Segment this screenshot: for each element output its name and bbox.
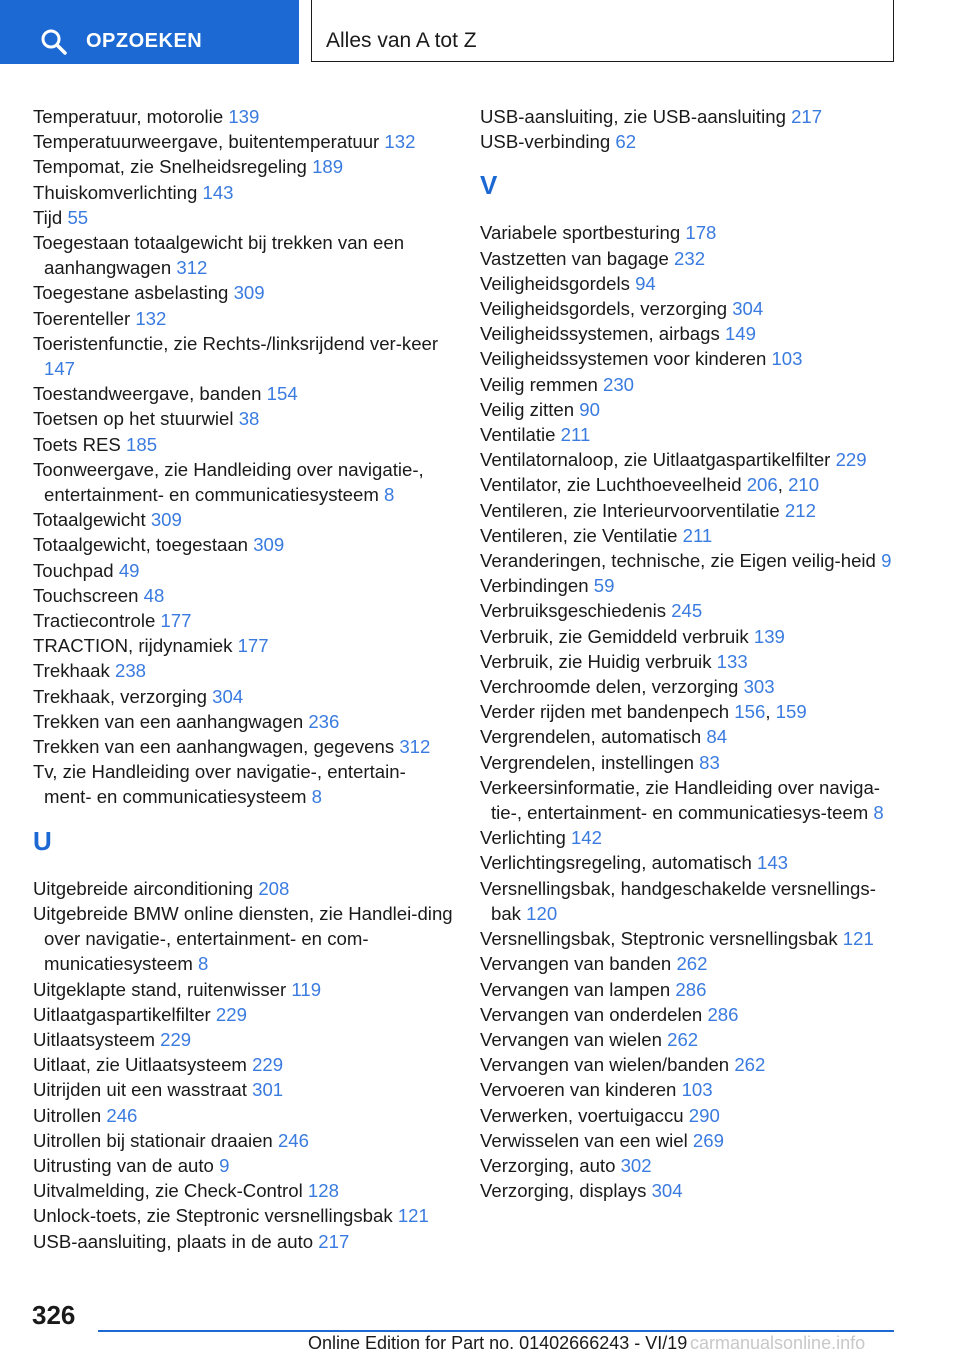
index-entry bbox=[33, 280, 453, 305]
index-entry bbox=[33, 532, 453, 557]
page-reference-link[interactable]: 9 bbox=[881, 550, 892, 572]
index-entry bbox=[480, 750, 900, 775]
index-entry-text: Vervangen van wielen/banden bbox=[480, 1054, 730, 1076]
index-entry-text: Toetsen op het stuurwiel bbox=[33, 408, 234, 430]
page-reference-link[interactable]: 9 bbox=[219, 1154, 230, 1176]
index-entry-text: Verbruiksgeschiedenis bbox=[480, 600, 667, 622]
page-reference-link[interactable]: 8 bbox=[311, 786, 322, 808]
index-entry bbox=[33, 1027, 453, 1052]
index-entry-text: Ventileren, zie Ventilatie bbox=[480, 524, 678, 546]
index-entry-text: Uitlaatgaspartikelfilter bbox=[33, 1003, 211, 1025]
index-entry-text: Uitrollen bij stationair draaien bbox=[33, 1129, 273, 1151]
page-reference-link[interactable]: 185 bbox=[126, 433, 158, 455]
index-entry-text: Verder rijden met bandenpech bbox=[480, 701, 730, 723]
index-entry-text: Verbindingen bbox=[480, 575, 589, 597]
index-entry bbox=[480, 775, 900, 825]
page-reference-link[interactable]: 62 bbox=[615, 131, 637, 153]
search-button-label: OPZOEKEN bbox=[86, 30, 203, 52]
index-entry bbox=[33, 759, 453, 809]
index-entry-text: Temperatuurweergave, buitentemperatuur bbox=[33, 131, 380, 153]
page-reference-link[interactable]: 121 bbox=[842, 928, 874, 950]
index-entry-text: Tv, zie Handleiding over navigatie-, entertain-ment- en communicatiesysteem bbox=[33, 761, 406, 808]
page-reference-link[interactable]: 120 bbox=[526, 902, 558, 924]
page-reference-link[interactable]: 8 bbox=[384, 484, 395, 506]
index-entry bbox=[480, 951, 900, 976]
index-entry-text: Toegestaan totaalgewicht bij trekken van een aanhangwagen bbox=[33, 232, 405, 279]
index-entry bbox=[33, 1229, 453, 1254]
index-entry-text: Verkeersinformatie, zie Handleiding over naviga-tie-, entertainment- en communicatiesys-teem bbox=[480, 776, 880, 824]
page-reference-link[interactable]: 94 bbox=[635, 272, 656, 294]
index-entry-text: Verchroomde delen, verzorging bbox=[480, 676, 739, 698]
index-entry bbox=[33, 230, 453, 280]
index-entry-text: Verwerken, voertuigaccu bbox=[480, 1104, 684, 1126]
index-entry-text: Verwisselen van een wiel bbox=[480, 1129, 688, 1151]
index-entry bbox=[33, 154, 453, 179]
index-entry-text: Verlichtingsregeling, automatisch bbox=[480, 852, 752, 874]
page-reference-link[interactable]: 103 bbox=[771, 348, 803, 370]
page-reference-link[interactable]: 139 bbox=[228, 106, 260, 127]
index-entry-text: Verlichting bbox=[480, 827, 566, 849]
page-reference-link[interactable]: 84 bbox=[706, 726, 728, 748]
page-reference-link[interactable]: 149 bbox=[724, 323, 756, 345]
index-entry-text: USB-aansluiting, zie USB-aansluiting bbox=[480, 106, 786, 127]
index-entry-text: Touchpad bbox=[33, 559, 114, 581]
page-reference-link[interactable]: 232 bbox=[674, 247, 706, 269]
index-entry bbox=[33, 331, 453, 381]
page-reference-link[interactable]: 246 bbox=[277, 1129, 309, 1151]
index-entry bbox=[33, 180, 453, 205]
index-entry-text: Verbruik, zie Gemiddeld verbruik bbox=[480, 625, 749, 647]
index-entry-text: Temperatuur, motorolie bbox=[33, 106, 224, 127]
index-entry-text: Toerenteller bbox=[33, 307, 131, 329]
index-entry bbox=[33, 1103, 453, 1128]
page-reference-link[interactable]: 238 bbox=[115, 660, 147, 682]
index-entry: Verder rijden met bandenpech 156, 159 bbox=[480, 701, 807, 723]
index-entry bbox=[33, 1077, 453, 1102]
page-reference-link[interactable]: 312 bbox=[176, 257, 208, 279]
page-reference-link[interactable]: 103 bbox=[681, 1079, 713, 1101]
page-reference-link[interactable]: 48 bbox=[143, 584, 165, 606]
index-entry bbox=[33, 1153, 453, 1178]
index-entry bbox=[33, 306, 453, 331]
search-icon bbox=[40, 28, 68, 56]
page-reference-link[interactable]: 49 bbox=[118, 559, 140, 581]
page-reference-link[interactable]: 154 bbox=[266, 383, 298, 405]
index-entry-text: Veiligheidsgordels bbox=[480, 272, 630, 294]
index-entry bbox=[480, 271, 900, 296]
index-entry bbox=[480, 1027, 900, 1052]
page-reference-link[interactable]: 139 bbox=[753, 625, 785, 647]
page-reference-link[interactable]: 132 bbox=[135, 307, 167, 329]
page-reference-link[interactable]: 133 bbox=[716, 650, 748, 672]
index-entry bbox=[480, 876, 900, 926]
index-entry bbox=[33, 709, 453, 734]
index-entry bbox=[33, 1002, 453, 1027]
page-reference-link[interactable]: 143 bbox=[202, 181, 234, 203]
page-reference-link[interactable]: 59 bbox=[593, 575, 615, 597]
page-reference-link[interactable]: 147 bbox=[44, 358, 76, 380]
index-entry bbox=[33, 876, 453, 901]
index-entry bbox=[480, 220, 900, 245]
index-entry bbox=[480, 1002, 900, 1027]
index-entry bbox=[33, 558, 453, 583]
index-entry-text: Uitrusting van de auto bbox=[33, 1154, 214, 1176]
index-column-left bbox=[33, 104, 453, 1254]
index-entry-text: Veilig zitten bbox=[480, 398, 575, 420]
index-letter-heading: V bbox=[480, 170, 498, 201]
top-bar bbox=[0, 0, 960, 66]
index-entry-text: Toeristenfunctie, zie Rechts-/linksrijdend ver-keer bbox=[33, 332, 439, 354]
index-entry bbox=[33, 977, 453, 1002]
index-entry bbox=[480, 624, 900, 649]
index-entry-text: Uitrollen bbox=[33, 1104, 102, 1126]
index-entry-text: Vergrendelen, automatisch bbox=[480, 726, 702, 748]
index-entry-text: Totaalgewicht, toegestaan bbox=[33, 534, 249, 556]
index-entry bbox=[480, 598, 900, 623]
index-entry bbox=[480, 674, 900, 699]
page-reference-link[interactable]: 286 bbox=[675, 978, 707, 1000]
index-column-right bbox=[480, 104, 900, 1203]
page-reference-link[interactable]: 246 bbox=[106, 1104, 138, 1126]
page-reference-link[interactable]: 211 bbox=[682, 524, 713, 546]
index-entry bbox=[33, 507, 453, 532]
index-entry bbox=[480, 977, 900, 1002]
index-entry bbox=[480, 1077, 900, 1102]
index-entry-text: Toestandweergave, banden bbox=[33, 383, 262, 405]
index-entry-text: Variabele sportbesturing bbox=[480, 222, 681, 244]
index-entry bbox=[480, 1153, 900, 1178]
page-reference-link[interactable]: 245 bbox=[671, 600, 703, 622]
page-reference-link[interactable]: 121 bbox=[397, 1205, 429, 1227]
index-entry-text: Touchscreen bbox=[33, 584, 139, 606]
page-reference-link[interactable]: 290 bbox=[688, 1104, 720, 1126]
index-entry bbox=[480, 397, 900, 422]
index-entry bbox=[480, 1052, 900, 1077]
page-reference-link[interactable]: 211 bbox=[560, 424, 591, 446]
page-reference-link[interactable]: 229 bbox=[835, 449, 867, 471]
page-reference-link[interactable]: 217 bbox=[318, 1230, 350, 1252]
page-reference-link[interactable]: 132 bbox=[384, 131, 416, 153]
page-reference-link[interactable]: 83 bbox=[699, 751, 720, 773]
index-entry-text: Versnellingsbak, handgeschakelde versnellings-bak bbox=[480, 877, 876, 924]
index-entry-text: Tijd bbox=[33, 206, 63, 228]
index-entry-text: Toets RES bbox=[33, 433, 121, 455]
index-entry-text: Trekhaak bbox=[33, 660, 110, 682]
index-entry bbox=[33, 457, 453, 507]
page-reference-link[interactable]: 189 bbox=[312, 156, 344, 178]
index-entry bbox=[33, 381, 453, 406]
index-entry bbox=[480, 850, 900, 875]
index-entry bbox=[33, 432, 453, 457]
page-reference-link[interactable]: 159 bbox=[775, 701, 807, 723]
index-entry bbox=[33, 901, 453, 977]
index-entry bbox=[480, 1178, 900, 1203]
index-entry bbox=[33, 129, 453, 154]
index-entry-text: Versnellingsbak, Steptronic versnellingsbak bbox=[480, 928, 838, 950]
index-entry bbox=[33, 633, 453, 658]
page-reference-link[interactable]: 210 bbox=[788, 474, 820, 496]
page-reference-link[interactable]: 262 bbox=[667, 1028, 699, 1050]
index-entry-text: Vervangen van banden bbox=[480, 953, 672, 975]
index-entry bbox=[480, 724, 900, 749]
page-reference-link[interactable]: 38 bbox=[238, 408, 260, 430]
index-entry-text: Vastzetten van bagage bbox=[480, 247, 669, 269]
index-entry-text: Vervangen van wielen bbox=[480, 1028, 662, 1050]
index-entry bbox=[480, 104, 900, 129]
page-reference-link[interactable]: 90 bbox=[579, 398, 600, 420]
index-entry-text: Verbruik, zie Huidig verbruik bbox=[480, 650, 712, 672]
index-entry-text: Uitrijden uit een wasstraat bbox=[33, 1079, 247, 1101]
index-entry bbox=[480, 548, 900, 573]
page-reference-link[interactable]: 208 bbox=[258, 877, 290, 899]
index-entry-text: Verzorging, auto bbox=[480, 1154, 616, 1176]
index-entry-text: Unlock-toets, zie Steptronic versnellingsbak bbox=[33, 1205, 393, 1227]
page-reference-link[interactable]: 309 bbox=[253, 534, 285, 556]
index-entry-text: Trekken van een aanhangwagen, gegevens bbox=[33, 736, 395, 758]
index-entry-text: Vervangen van onderdelen bbox=[480, 1003, 703, 1025]
index-entry bbox=[480, 129, 900, 154]
page-reference-link[interactable]: 262 bbox=[676, 953, 708, 975]
index-entry-text: Ventileren, zie Interieurvoorventilatie bbox=[480, 499, 780, 521]
index-entry-text: Tractiecontrole bbox=[33, 610, 156, 632]
index-entry bbox=[33, 684, 453, 709]
page-reference-link[interactable]: 262 bbox=[734, 1054, 766, 1076]
page-reference-link[interactable]: 269 bbox=[692, 1129, 724, 1151]
index-entry-text: Uitgebreide BMW online diensten, zie Handlei-ding over navigatie-, entertainment- en com-municatiesysteem bbox=[33, 902, 453, 975]
page-reference-link[interactable]: 128 bbox=[307, 1180, 339, 1202]
index-entry bbox=[480, 926, 900, 951]
index-entry bbox=[33, 1178, 453, 1203]
page-reference-link[interactable]: 177 bbox=[237, 635, 269, 657]
index-entry-text: USB-aansluiting, plaats in de auto bbox=[33, 1230, 314, 1252]
search-button[interactable] bbox=[0, 0, 299, 64]
index-entry-text: Verzorging, displays bbox=[480, 1180, 647, 1202]
page-reference-link[interactable]: 236 bbox=[308, 710, 340, 732]
edition-info: Online Edition for Part no. 01402666243 - VI/19 bbox=[308, 1333, 688, 1353]
page-reference-link[interactable]: 206 bbox=[746, 474, 778, 496]
page-reference-link[interactable]: 229 bbox=[252, 1054, 284, 1076]
page-reference-link[interactable]: 143 bbox=[757, 852, 789, 874]
index-entry-text: TRACTION, rijdynamiek bbox=[33, 635, 233, 657]
index-entry-text: Uitvalmelding, zie Check-Control bbox=[33, 1180, 303, 1202]
page-reference-link[interactable]: 119 bbox=[291, 978, 322, 1000]
page-reference-link[interactable]: 230 bbox=[602, 373, 635, 395]
index-entry-text: Ventilator, zie Luchthoeveelheid bbox=[480, 474, 742, 496]
page-reference-link[interactable]: 302 bbox=[620, 1154, 652, 1176]
index-entry-text: Uitgebreide airconditioning bbox=[33, 877, 254, 899]
index-entry bbox=[33, 406, 453, 431]
index-entry bbox=[480, 346, 900, 371]
page-reference-link[interactable]: 142 bbox=[570, 827, 602, 849]
page-reference-link[interactable]: 8 bbox=[873, 802, 884, 824]
index-entry-text: Vergrendelen, instellingen bbox=[480, 751, 694, 773]
index-entry bbox=[33, 205, 453, 230]
index-entry bbox=[480, 372, 900, 397]
index-entry bbox=[33, 608, 453, 633]
index-entry-text: USB-verbinding bbox=[480, 131, 611, 153]
index-entry-text: Veranderingen, technische, zie Eigen veilig-heid bbox=[480, 550, 876, 572]
page-reference-link[interactable]: 304 bbox=[732, 298, 764, 320]
index-entry bbox=[480, 523, 900, 548]
index-entry-text: Veiligheidssystemen, airbags bbox=[480, 323, 720, 345]
page-reference-link[interactable]: 55 bbox=[67, 206, 89, 228]
page-reference-link[interactable]: 312 bbox=[399, 736, 431, 758]
page-reference-link[interactable]: 303 bbox=[743, 676, 775, 698]
page-reference-link[interactable]: 304 bbox=[651, 1180, 683, 1202]
index-entry-text: Vervangen van lampen bbox=[480, 978, 671, 1000]
index-entry-text: Totaalgewicht bbox=[33, 509, 146, 531]
page-reference-link[interactable]: 178 bbox=[685, 222, 717, 244]
index-entry-text: Veiligheidssystemen voor kinderen bbox=[480, 348, 767, 370]
page-number: 326 bbox=[32, 1300, 76, 1330]
page-reference-link[interactable]: 301 bbox=[252, 1079, 284, 1101]
page-reference-link[interactable]: 177 bbox=[160, 610, 192, 632]
section-title-box bbox=[311, 0, 894, 62]
page-reference-link[interactable]: 156 bbox=[734, 701, 766, 723]
watermark: carmanualsonline.info bbox=[690, 1333, 866, 1353]
index-entry bbox=[33, 104, 453, 129]
page-reference-link[interactable]: 212 bbox=[784, 499, 816, 521]
page-reference-link[interactable]: 309 bbox=[150, 509, 182, 531]
index-entry bbox=[33, 1052, 453, 1077]
index-entry-text: Toegestane asbelasting bbox=[33, 282, 229, 304]
index-entry bbox=[480, 1128, 900, 1153]
page-reference-link[interactable]: 309 bbox=[233, 282, 265, 304]
index-entry-text: Trekken van een aanhangwagen bbox=[33, 710, 304, 732]
section-title: Alles van A tot Z bbox=[326, 29, 477, 52]
index-entry bbox=[480, 573, 900, 598]
index-entry bbox=[33, 658, 453, 683]
index-entry-text: Ventilatornaloop, zie Uitlaatgaspartikelfilter bbox=[480, 449, 831, 471]
page-reference-link[interactable]: 8 bbox=[197, 953, 209, 975]
index-entry-text: Vervoeren van kinderen bbox=[480, 1079, 677, 1101]
index-entry-text: Veiligheidsgordels, verzorging bbox=[480, 298, 728, 320]
index-entry bbox=[33, 1128, 453, 1153]
index-entry-text: Toonweergave, zie Handleiding over navigatie-, entertainment- en communicatiesysteem bbox=[33, 458, 424, 506]
page-reference-link[interactable]: 229 bbox=[215, 1003, 247, 1025]
index-entry bbox=[33, 734, 453, 759]
index-entry-text: Uitlaatsysteem bbox=[33, 1028, 155, 1050]
index-entry-text: Uitlaat, zie Uitlaatsysteem bbox=[33, 1054, 247, 1076]
index-letter-heading: U bbox=[33, 825, 52, 856]
index-entry bbox=[480, 422, 900, 447]
index-entry bbox=[33, 1203, 453, 1228]
index-entry-text: Ventilatie bbox=[480, 424, 556, 446]
index-entry bbox=[480, 825, 900, 850]
index-entry: Ventilator, zie Luchthoeveelheid 206, 210 bbox=[480, 474, 820, 496]
index-entry bbox=[480, 1103, 900, 1128]
page-reference-link[interactable]: 304 bbox=[212, 685, 244, 707]
index-entry-text: Tempomat, zie Snelheidsregeling bbox=[33, 156, 307, 178]
footer-divider bbox=[98, 1330, 894, 1332]
index-entry-text: Trekhaak, verzorging bbox=[33, 685, 207, 707]
page-reference-link[interactable]: 217 bbox=[791, 106, 823, 127]
index-entry-text: Veilig remmen bbox=[480, 373, 598, 395]
page-reference-link[interactable]: 286 bbox=[707, 1003, 739, 1025]
index-entry bbox=[480, 498, 900, 523]
index-entry bbox=[33, 583, 453, 608]
index-entry-text: Uitgeklapte stand, ruitenwisser bbox=[33, 978, 287, 1000]
index-entry bbox=[480, 296, 900, 321]
index-entry bbox=[480, 447, 900, 472]
index-entry-text: Thuiskomverlichting bbox=[33, 181, 198, 203]
page-reference-link[interactable]: 229 bbox=[160, 1028, 192, 1050]
index-entry bbox=[480, 246, 900, 271]
index-entry bbox=[480, 649, 900, 674]
index-entry bbox=[480, 321, 900, 346]
